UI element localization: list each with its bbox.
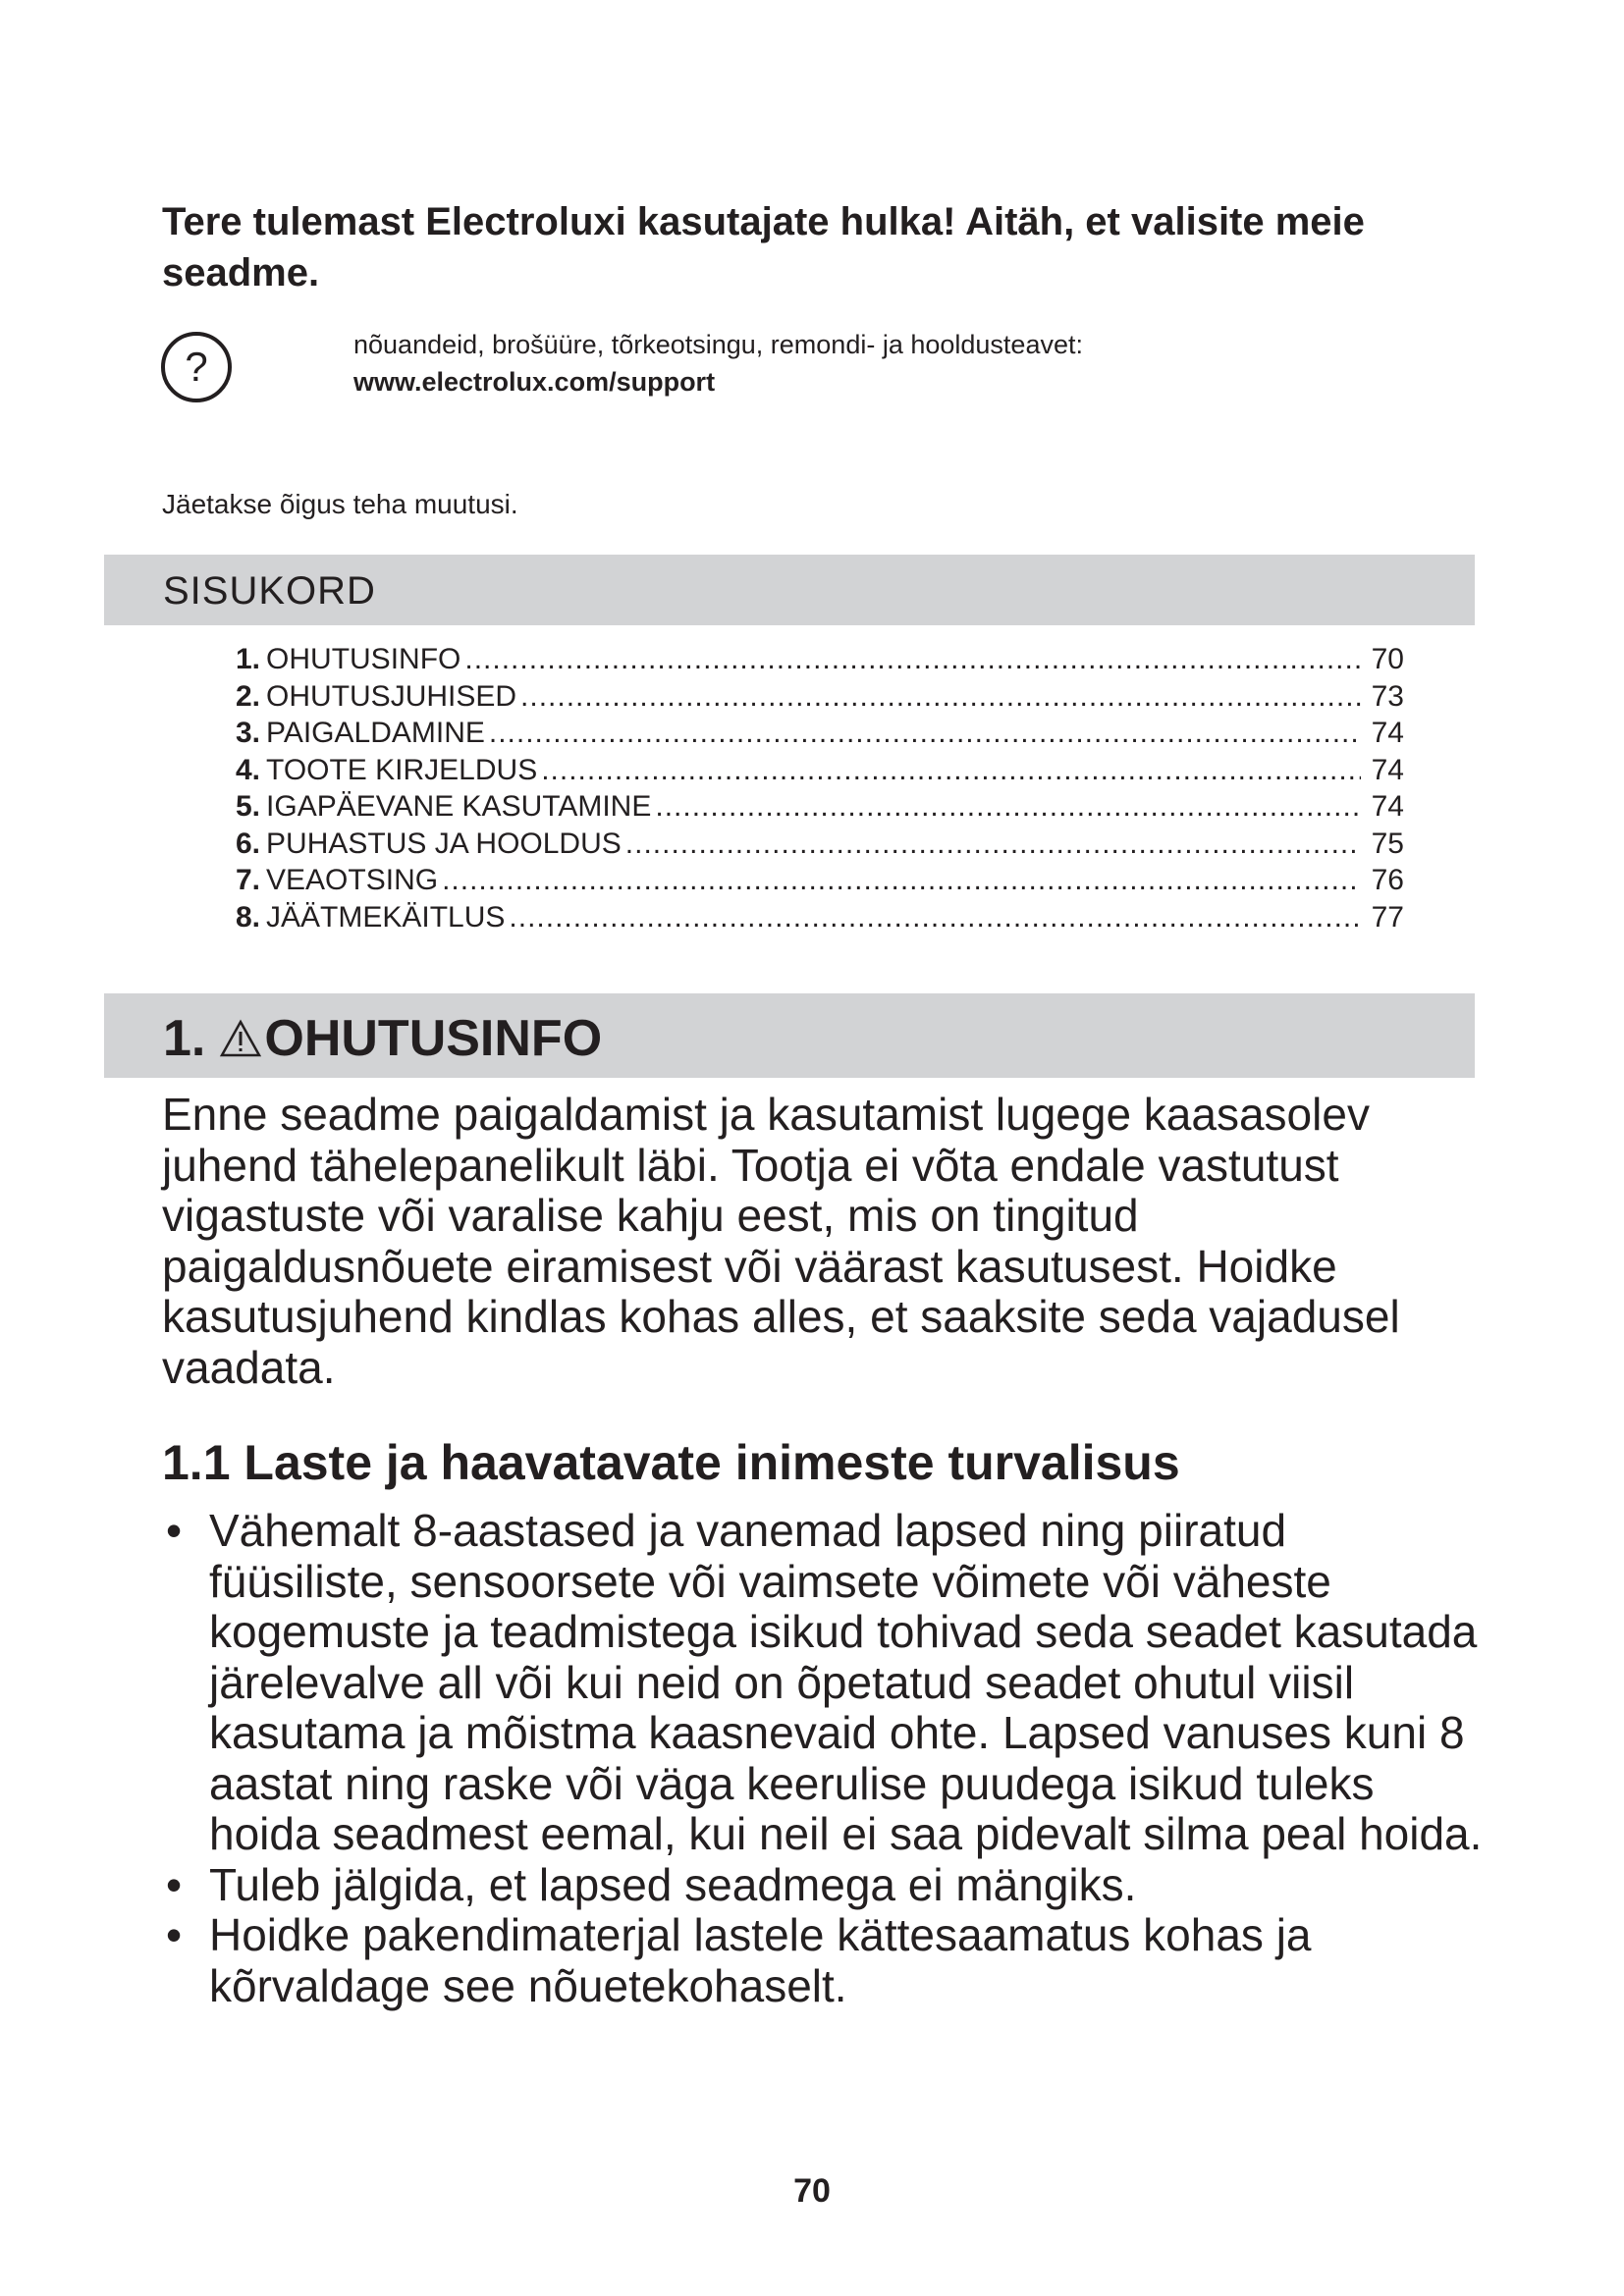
warning-triangle-icon (219, 1019, 262, 1058)
support-link[interactable]: www.electrolux.com/support (353, 367, 716, 397)
toc-item-page: 76 (1371, 864, 1404, 896)
toc-leader-dots (442, 862, 1361, 899)
section-title (163, 1007, 602, 1070)
toc-item-label: JÄÄTMEKÄITLUS (266, 900, 506, 934)
toc-item-label: PAIGALDAMINE (266, 717, 485, 749)
toc-item[interactable] (236, 752, 1404, 789)
toc-item-label: OHUTUSINFO (266, 643, 461, 675)
toc-item-page: 73 (1371, 679, 1404, 713)
toc-item-label: IGAPÄEVANE KASUTAMINE (266, 790, 652, 823)
toc-item[interactable] (236, 715, 1404, 752)
section-intro-paragraph: Enne seadme paigaldamist ja kasutamist lugege kaasasolev juhend tähelepanelikult läbi. Tootja ei võta endale vastutust vigastuste või varalise kahju eest, mis on tingitud paigaldusnõuete eiramisest või väärast kasutusest. Hoidke kasutusjuhend kindlas kohas alles, et saaksite seda vajadusel vaadata. (162, 1089, 1400, 1393)
list-item (162, 1506, 1483, 1860)
toc-item-number: 3. (236, 717, 261, 749)
list-item (162, 1910, 1483, 2011)
toc-title: SISUKORD (163, 569, 376, 613)
toc-item-number: 6. (236, 827, 261, 860)
list-item-text: Tuleb jälgida, et lapsed seadmega ei mängiks. (209, 1858, 1137, 1910)
toc-item[interactable] (236, 641, 1404, 678)
toc-leader-dots (541, 752, 1361, 789)
toc-item-label: VEAOTSING (266, 864, 439, 896)
section-title-text: OHUTUSINFO (264, 1010, 603, 1067)
toc-item-label: TOOTE KIRJELDUS (266, 753, 538, 786)
question-circle-icon (159, 330, 234, 404)
toc-item-number: 5. (236, 790, 261, 823)
toc-leader-dots (625, 826, 1361, 863)
toc-item[interactable] (236, 899, 1404, 936)
toc-item[interactable] (236, 788, 1404, 826)
toc-item-page: 75 (1371, 827, 1404, 860)
toc-item[interactable] (236, 862, 1404, 899)
toc-item-number: 1. (236, 643, 261, 675)
toc-item[interactable] (236, 826, 1404, 863)
toc-item-number: 8. (236, 900, 261, 934)
toc-item-page: 70 (1371, 643, 1404, 675)
subsection-title: 1.1 Laste ja haavatavate inimeste turvalisus (162, 1435, 1180, 1490)
list-item-text: Vähemalt 8-aastased ja vanemad lapsed ning piiratud füüsiliste, sensoorsete või vaimsete võimete või väheste kogemuste ja teadmistega isikud tohivad seda seadet kasutada järelevalve all või kui neid on õpetatud seadet ohutul viisil kasutama ja mõistma kaasnevaid ohte. Lapsed vanuses kuni 8 aastat ning raske või väga keerulise puudega isikud tuleks hoida seadmest eemal, kui neil ei saa pidevalt silma peal hoida. (209, 1505, 1483, 1859)
rights-notice: Jäetakse õigus teha muutusi. (162, 489, 518, 519)
toc-item-page: 74 (1371, 790, 1404, 823)
list-item-text: Hoidke pakendimaterjal lastele kättesaamatus kohas ja kõrvaldage see nõuetekohaselt. (209, 1909, 1312, 2011)
section-number: 1. (163, 1010, 206, 1067)
bullet-icon: • (166, 1909, 183, 1960)
safety-bullet-list (162, 1506, 1483, 2011)
toc-item[interactable] (236, 678, 1404, 716)
welcome-heading: Tere tulemast Electroluxi kasutajate hulka! Aitäh, et valisite meie seadme. (162, 200, 1365, 294)
toc-leader-dots (655, 788, 1361, 826)
toc-item-page: 74 (1371, 753, 1404, 786)
toc-item-label: PUHASTUS JA HOOLDUS (266, 827, 622, 860)
list-item (162, 1860, 1483, 1911)
table-of-contents (236, 641, 1404, 935)
bullet-icon: • (166, 1858, 183, 1910)
toc-leader-dots (464, 641, 1361, 678)
toc-item-page: 77 (1371, 900, 1404, 934)
toc-leader-dots (509, 899, 1361, 936)
toc-item-page: 74 (1371, 717, 1404, 749)
toc-item-number: 4. (236, 753, 261, 786)
bullet-icon: • (166, 1505, 183, 1556)
svg-text:?: ? (185, 344, 208, 390)
page-number: 70 (793, 2172, 831, 2210)
toc-leader-dots (520, 678, 1361, 716)
support-info-label: nõuandeid, brošüüre, tõrkeotsingu, remondi- ja hooldusteavet: (353, 330, 1083, 359)
toc-leader-dots (489, 715, 1361, 752)
toc-item-number: 2. (236, 679, 261, 713)
toc-item-number: 7. (236, 864, 261, 896)
toc-item-label: OHUTUSJUHISED (266, 679, 517, 713)
